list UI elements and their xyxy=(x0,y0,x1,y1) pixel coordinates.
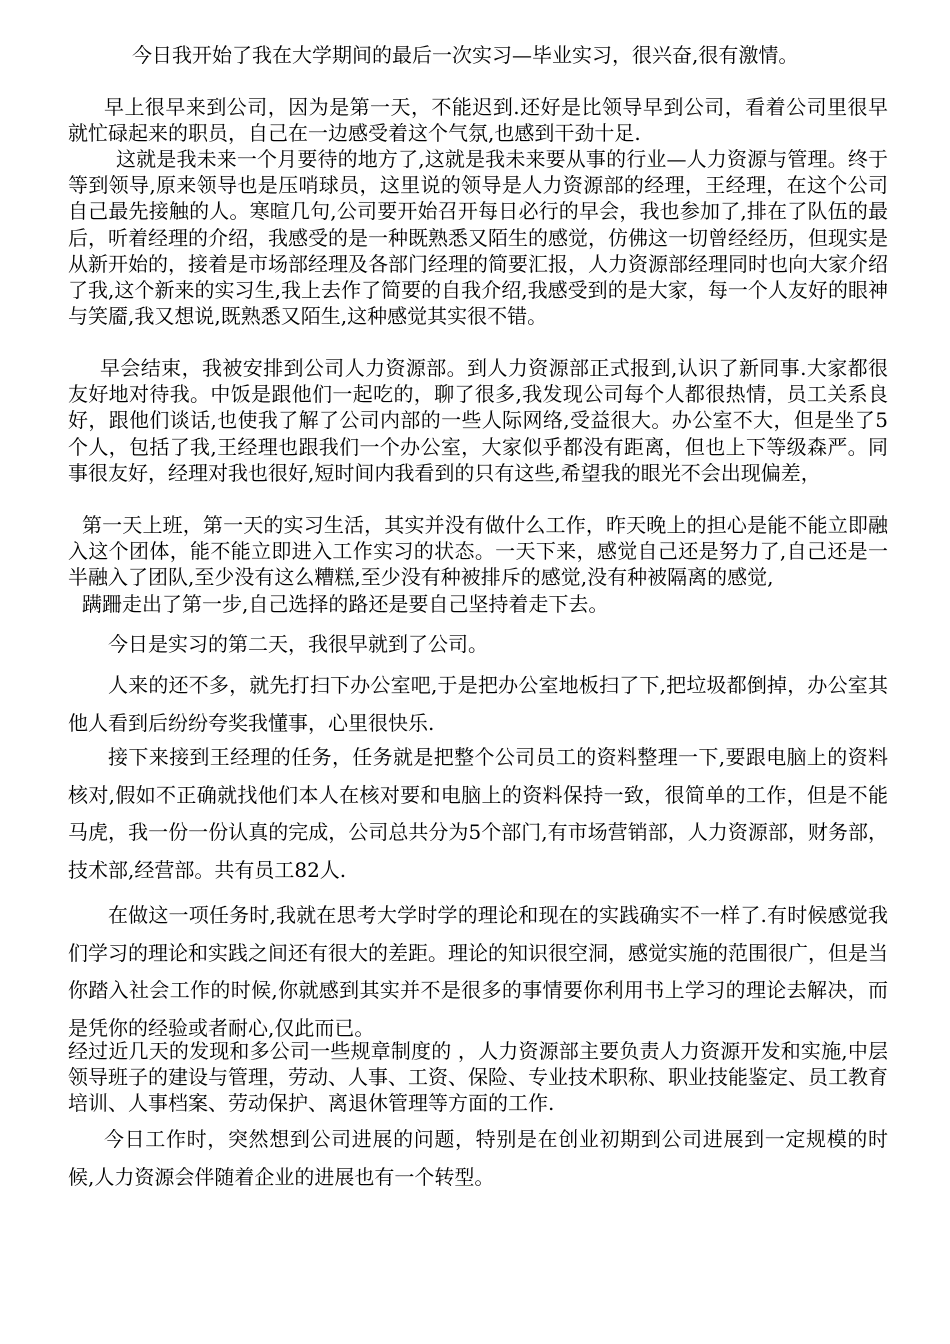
paragraph-5: 第一天上班，第一天的实习生活，其实并没有做什么工作，昨天晚上的担心是能不能立即融入这个团体，能不能立即进入工作实习的状态。一天下来，感觉自己还是努力了,自己还是一半融入了团队,至少没有这么糟糕,至少没有种被排斥的感觉,没有种被隔离的感觉, xyxy=(68,513,888,590)
paragraph-6: 蹒跚走出了第一步,自己选择的路还是要自己坚持着走下去。 xyxy=(82,592,609,616)
paragraph-11: 经过近几天的发现和多公司一些规章制度的 ，人力资源部主要负责人力资源开发和实施,中层领导班子的建设与管理，劳动、人事、工资、保险、专业技术职称、职业技能鉴定、员工教育培训、人事档案、劳动保护、离退休管理等方面的工作. xyxy=(68,1039,888,1115)
paragraph-9: 接下来接到王经理的任务，任务就是把整个公司员工的资料整理一下,要跟电脑上的资料核对,假如不正确就找他们本人在核对要和电脑上的资料保持一致，很简单的工作，但是不能马虎，我一份一份认真的完成，公司总共分为5个部门,有市场营销部，人力资源部，财务部，技术部,经营部。共有员工82人. xyxy=(68,745,888,882)
paragraph-7: 今日是实习的第二天，我很早就到了公司。 xyxy=(108,632,488,656)
paragraph-3: 这就是我未来一个月要待的地方了,这就是我未来要从事的行业—人力资源与管理。终于等到领导,原来领导也是压哨球员，这里说的领导是人力资源部的经理，王经理，在这个公司自己最先接触的人。寒暄几句,公司要开始召开每日必行的早会，我也参加了,排在了队伍的最后，听着经理的介绍，我感受的是一种既熟悉又陌生的感觉，仿佛这一切曾经经历，但现实是从新开始的，接着是市场部经理及各部门经理的简要汇报，人力资源部经理同时也向大家介绍了我,这个新来的实习生,我上去作了简要的自我介绍,我感受到的是大家，每一个人友好的眼神与笑靥,我又想说,既熟悉又陌生,这种感觉其实很不错。 xyxy=(68,147,888,329)
paragraph-1: 今日我开始了我在大学期间的最后一次实习—毕业实习，很兴奋,很有激情。 xyxy=(132,43,799,67)
paragraph-12: 今日工作时，突然想到公司进展的问题，特别是在创业初期到公司进展到一定规模的时候,人力资源会伴随着企业的进展也有一个转型。 xyxy=(68,1127,888,1189)
paragraph-2: 早上很早来到公司，因为是第一天，不能迟到.还好是比领导早到公司，看着公司里很早就忙碌起来的职员，自己在一边感受着这个气氛,也感到干劲十足. xyxy=(68,95,888,145)
paragraph-4: 早会结束，我被安排到公司人力资源部。到人力资源部正式报到,认识了新同事.大家都很友好地对待我。中饭是跟他们一起吃的，聊了很多,我发现公司每个人都很热情，员工关系良好，跟他们谈话,也使我了解了公司内部的一些人际网络,受益很大。办公室不大，但是坐了5个人，包括了我,王经理也跟我们一个办公室，大家似乎都没有距离，但也上下等级森严。同事很友好，经理对我也很好,短时间内我看到的只有这些,希望我的眼光不会出现偏差， xyxy=(68,356,888,485)
paragraph-8: 人来的还不多，就先打扫下办公室吧,于是把办公室地板扫了下,把垃圾都倒掉，办公室其他人看到后纷纷夸奖我懂事，心里很快乐. xyxy=(68,673,888,735)
paragraph-10: 在做这一项任务时,我就在思考大学时学的理论和现在的实践确实不一样了.有时候感觉我们学习的理论和实践之间还有很大的差距。理论的知识很空洞，感觉实施的范围很广，但是当你踏入社会工作的时候,你就感到其实并不是很多的事情要你利用书上学习的理论去解决，而是凭你的经验或者耐心,仅此而已。 xyxy=(68,903,888,1040)
